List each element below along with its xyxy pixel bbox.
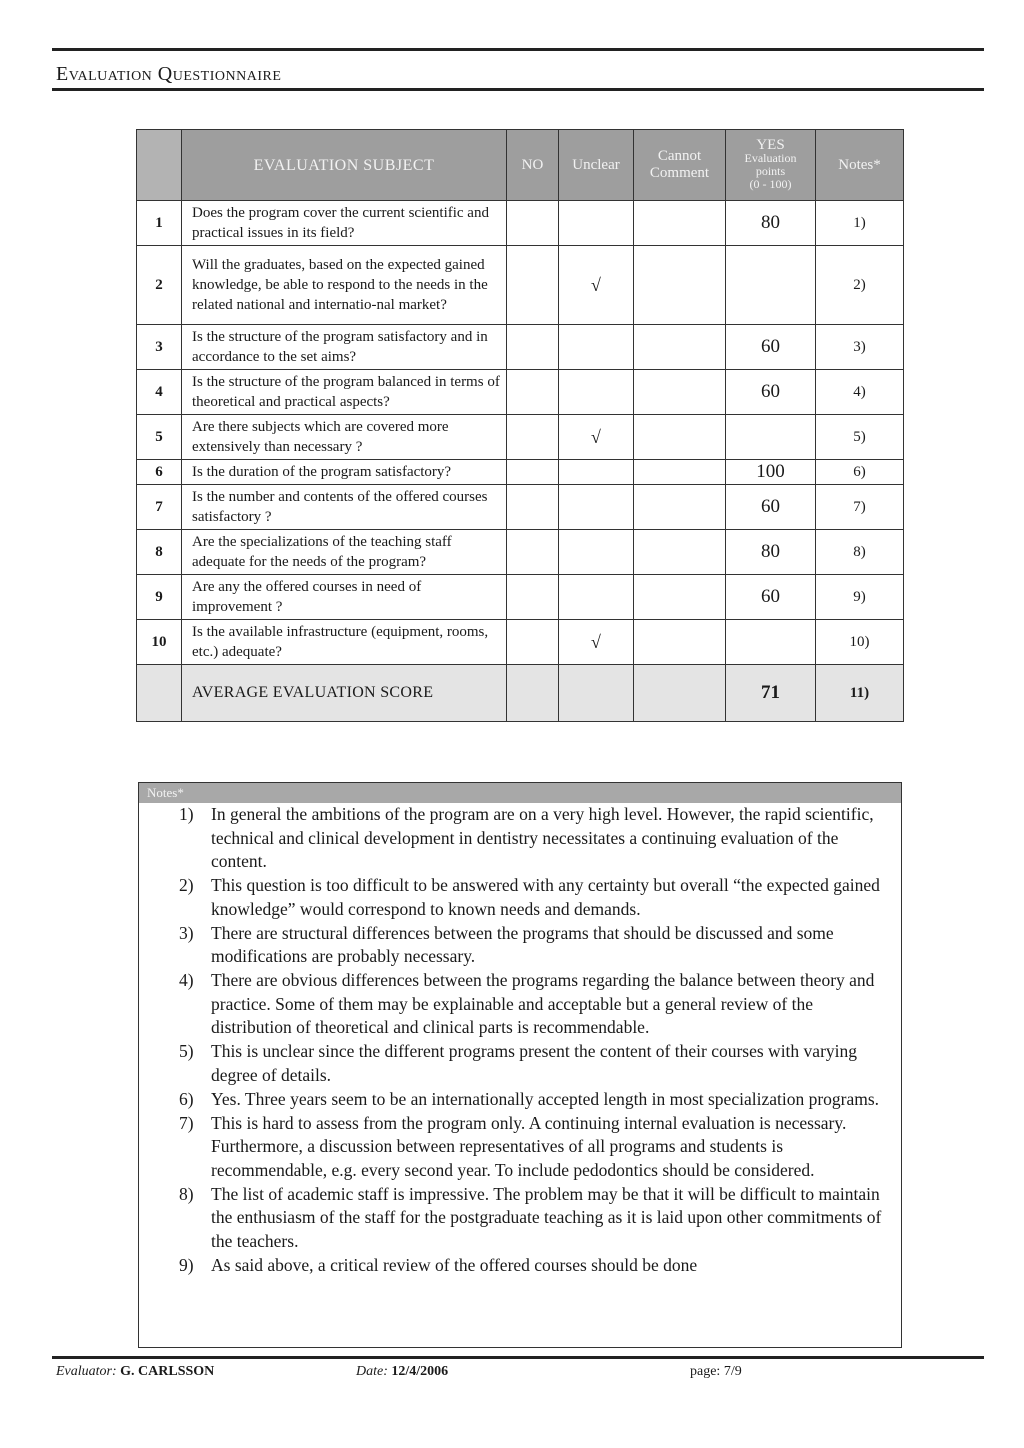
note-number: 2) [179, 875, 194, 895]
row-number: 7 [137, 485, 182, 530]
header-yes-line2: Evaluation [744, 151, 797, 165]
row-score: 60 [726, 575, 816, 620]
note-number: 8) [179, 1183, 194, 1204]
row-unclear-mark [559, 201, 634, 246]
header-num-cell [137, 130, 182, 201]
note-text: There are structural differences between the programs that should be discussed and some modifications are probably necessary. [211, 922, 834, 966]
row-cannot-mark [634, 201, 726, 246]
row-unclear-mark [559, 325, 634, 370]
row-number: 3 [137, 325, 182, 370]
row-no-mark [507, 415, 559, 460]
row-no-mark [507, 620, 559, 665]
row-note-ref: 8) [816, 530, 904, 575]
row-question: Is the structure of the program balanced in terms of theoretical and practical aspects? [182, 370, 507, 415]
row-no-mark [507, 246, 559, 325]
table-row [137, 575, 904, 620]
row-note-ref: 6) [816, 460, 904, 485]
row-number: 2 [137, 246, 182, 325]
note-item [139, 1254, 901, 1278]
average-score: 71 [726, 665, 816, 722]
row-question: Are there subjects which are covered more extensively than necessary ? [182, 415, 507, 460]
header-notes: Notes* [816, 130, 904, 201]
header-cannot-comment: Cannot Comment [634, 130, 726, 201]
row-cannot-mark [634, 485, 726, 530]
note-number: 4) [179, 970, 194, 990]
note-text: As said above, a critical review of the offered courses should be done [211, 1254, 698, 1275]
row-note-ref: 10) [816, 620, 904, 665]
note-item [139, 1088, 901, 1112]
row-number: 4 [137, 370, 182, 415]
table-row [137, 201, 904, 246]
table-row [137, 370, 904, 415]
note-number: 5) [179, 1041, 194, 1061]
header-yes-line4: (0 - 100) [749, 177, 792, 191]
average-unclear-cell [559, 665, 634, 722]
row-note-ref: 3) [816, 325, 904, 370]
row-note-ref: 7) [816, 485, 904, 530]
footer-rule [52, 1356, 984, 1359]
row-number: 5 [137, 415, 182, 460]
table-row [137, 460, 904, 485]
note-item [139, 874, 901, 921]
header-rule-bottom [52, 88, 984, 91]
header-no: NO [507, 130, 559, 201]
row-unclear-mark: √ [559, 415, 634, 460]
row-cannot-mark [634, 325, 726, 370]
header-subject: EVALUATION SUBJECT [182, 130, 507, 201]
footer-evaluator [56, 1364, 214, 1380]
row-no-mark [507, 485, 559, 530]
average-row [137, 665, 904, 722]
evaluator-name: G. CARLSSON [120, 1364, 215, 1379]
note-item [139, 1183, 901, 1254]
date-label: Date: [356, 1364, 388, 1379]
row-no-mark [507, 575, 559, 620]
row-score [726, 620, 816, 665]
row-cannot-mark [634, 246, 726, 325]
row-question: Are the specializations of the teaching staff adequate for the needs of the program? [182, 530, 507, 575]
average-note-ref: 11) [816, 665, 904, 722]
note-number: 7) [179, 1112, 194, 1133]
footer-page: page: 7/9 [690, 1364, 742, 1379]
row-unclear-mark [559, 485, 634, 530]
row-score: 80 [726, 530, 816, 575]
row-cannot-mark [634, 575, 726, 620]
note-text: This is unclear since the different programs present the content of their courses with varying degree of details. [211, 1041, 858, 1085]
row-question: Are any the offered courses in need of improvement ? [182, 575, 507, 620]
note-text: Yes. Three years seem to be an internationally accepted length in most specialization programs. [211, 1088, 880, 1109]
evaluation-table [136, 129, 904, 722]
table-row [137, 485, 904, 530]
row-cannot-mark [634, 530, 726, 575]
evaluator-label: Evaluator: [56, 1364, 117, 1379]
note-item [139, 803, 901, 874]
row-score: 60 [726, 325, 816, 370]
row-no-mark [507, 370, 559, 415]
row-no-mark [507, 460, 559, 485]
table-row [137, 325, 904, 370]
row-question: Is the number and contents of the offered courses satisfactory ? [182, 485, 507, 530]
footer-date [356, 1364, 448, 1380]
row-no-mark [507, 325, 559, 370]
row-number: 10 [137, 620, 182, 665]
note-item [139, 1040, 901, 1087]
note-item [139, 1112, 901, 1183]
note-text: There are obvious differences between the programs regarding the balance between theory and practice. Some of them may be explainable and acceptable but a general review of the distribution of theoretical and clinical parts is recommendable. [211, 970, 875, 1037]
notes-heading: Notes* [139, 783, 901, 803]
table-row [137, 246, 904, 325]
note-item [139, 969, 901, 1040]
row-cannot-mark [634, 415, 726, 460]
header-rule-top [52, 48, 984, 51]
table-row [137, 530, 904, 575]
header-yes-line1: YES [756, 137, 785, 153]
table-row [137, 620, 904, 665]
notes-list [139, 803, 901, 1277]
row-unclear-mark [559, 575, 634, 620]
row-unclear-mark [559, 370, 634, 415]
header-yes-line3: points [755, 164, 786, 178]
note-text: This is hard to assess from the program only. A continuing internal evaluation is necessary. Furthermore, a discussion between representatives of all programs and students is recommendable, e.g. every second year. To include pedodontics should be considered. [211, 1112, 847, 1180]
row-number: 9 [137, 575, 182, 620]
row-note-ref: 4) [816, 370, 904, 415]
note-number: 9) [179, 1254, 194, 1275]
row-question: Does the program cover the current scientific and practical issues in its field? [182, 201, 507, 246]
row-note-ref: 5) [816, 415, 904, 460]
note-item [139, 922, 901, 969]
average-label: AVERAGE EVALUATION SCORE [182, 665, 507, 722]
table-body [137, 201, 904, 665]
row-question: Will the graduates, based on the expected gained knowledge, be able to respond to the needs in the related national and internatio-nal market? [182, 246, 507, 325]
note-text: The list of academic staff is impressive. The problem may be that it will be difficult to maintain the enthusiasm of the staff for the postgraduate teaching as it is laid upon other commitments of the teachers. [211, 1183, 882, 1251]
header-yes [726, 130, 816, 201]
row-number: 6 [137, 460, 182, 485]
row-score: 100 [726, 460, 816, 485]
note-number: 3) [179, 922, 194, 943]
row-cannot-mark [634, 460, 726, 485]
row-no-mark [507, 530, 559, 575]
note-number: 6) [179, 1088, 194, 1109]
table-header-row [137, 130, 904, 201]
note-text: This question is too difficult to be answered with any certainty but overall “the expected gained knowledge” would correspond to known needs and demands. [211, 875, 880, 919]
row-question: Is the available infrastructure (equipment, rooms, etc.) adequate? [182, 620, 507, 665]
average-num-cell [137, 665, 182, 722]
row-note-ref: 9) [816, 575, 904, 620]
average-cannot-cell [634, 665, 726, 722]
row-no-mark [507, 201, 559, 246]
row-score: 80 [726, 201, 816, 246]
row-question: Is the structure of the program satisfactory and in accordance to the set aims? [182, 325, 507, 370]
header-unclear: Unclear [559, 130, 634, 201]
row-number: 8 [137, 530, 182, 575]
note-text: In general the ambitions of the program are on a very high level. However, the rapid scientific, technical and clinical development in dentistry necessitates a continuing evaluation of the content. [211, 804, 874, 871]
row-unclear-mark: √ [559, 620, 634, 665]
row-cannot-mark [634, 370, 726, 415]
row-note-ref: 2) [816, 246, 904, 325]
row-score [726, 246, 816, 325]
notes-box [138, 782, 902, 1348]
average-no-cell [507, 665, 559, 722]
row-question: Is the duration of the program satisfactory? [182, 460, 507, 485]
row-number: 1 [137, 201, 182, 246]
table-row [137, 415, 904, 460]
row-unclear-mark: √ [559, 246, 634, 325]
date-value: 12/4/2006 [391, 1364, 449, 1379]
row-score: 60 [726, 370, 816, 415]
row-unclear-mark [559, 530, 634, 575]
note-number: 1) [179, 804, 194, 824]
row-score: 60 [726, 485, 816, 530]
row-cannot-mark [634, 620, 726, 665]
row-score [726, 415, 816, 460]
row-note-ref: 1) [816, 201, 904, 246]
row-unclear-mark [559, 460, 634, 485]
page-title: Evaluation Questionnaire [56, 63, 282, 85]
